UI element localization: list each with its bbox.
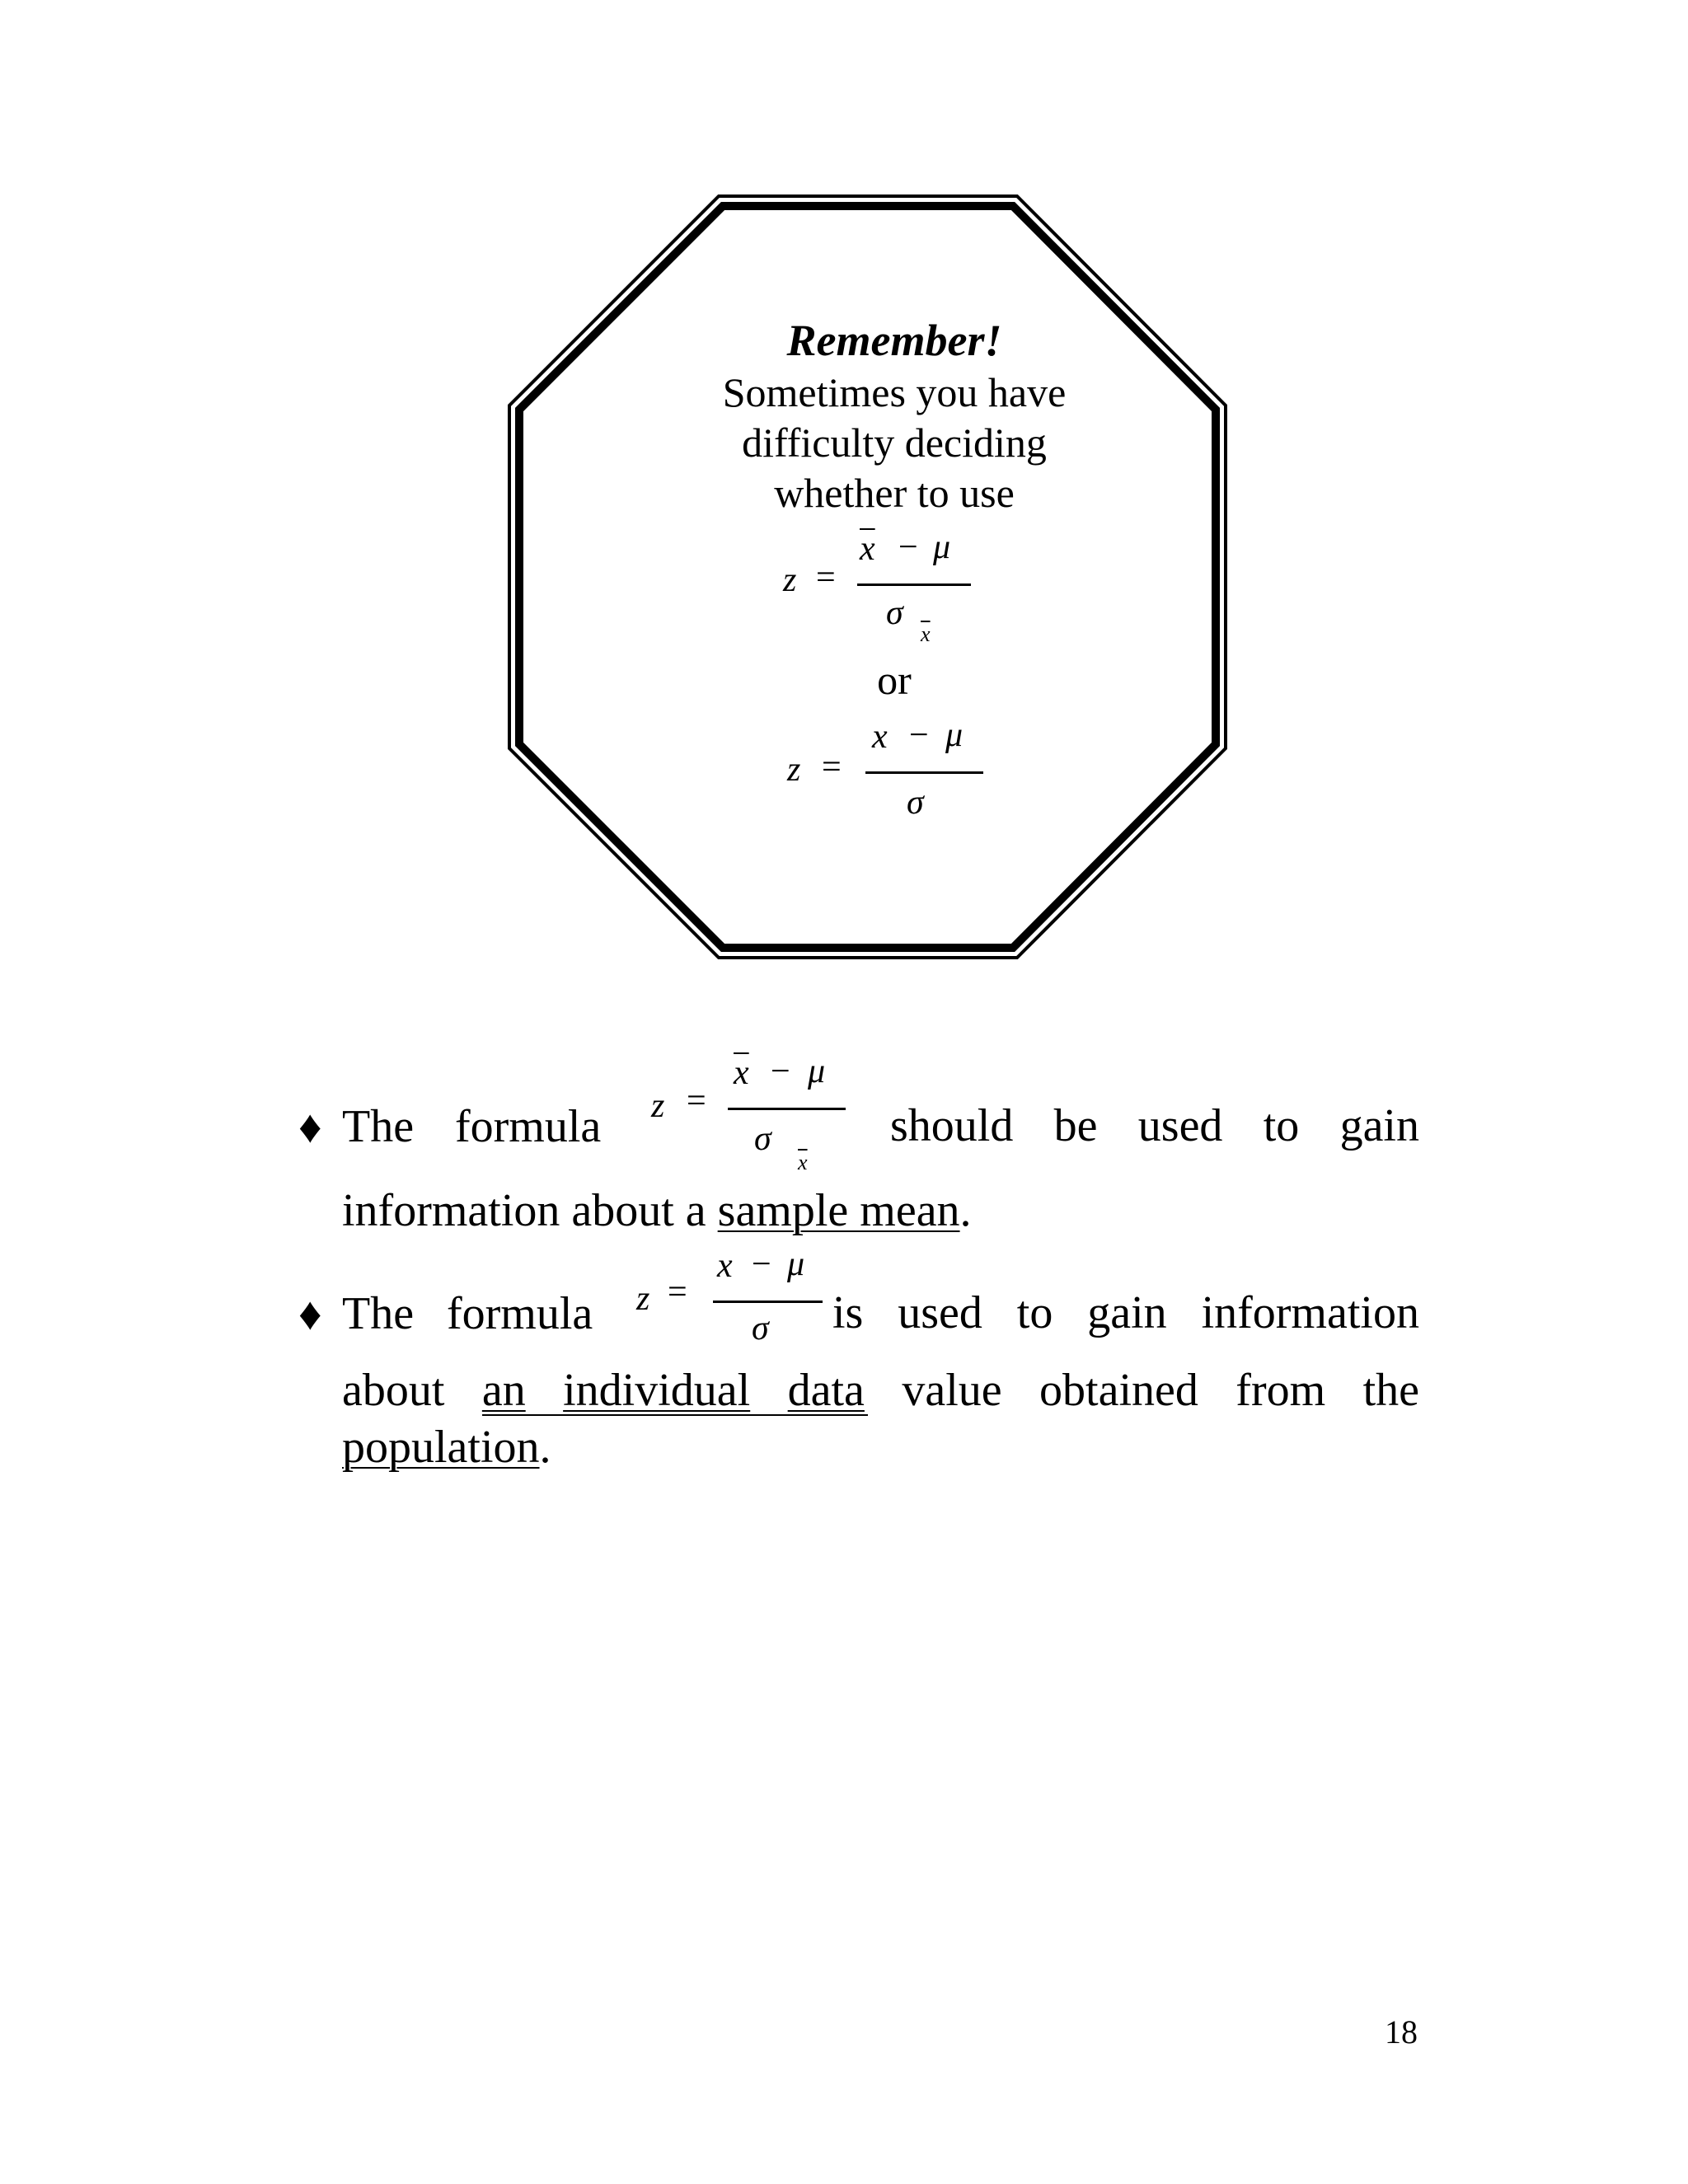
period: . [959,1185,972,1236]
callout-or: or [877,657,912,703]
bullet-diamond-2: ♦ [298,1289,322,1340]
callout-line-2: difficulty deciding [742,419,1047,466]
mu-symbol: μ [787,1245,805,1283]
bullet2-line1-right [832,1286,1419,1339]
bullet1-word-formula: formula [455,1101,602,1152]
equals-sign: = [816,559,836,597]
sigma-symbol: σ [907,784,924,822]
bullet2-word-formula: formula [447,1288,593,1339]
mu-symbol: μ [945,716,964,754]
period: . [539,1422,551,1473]
page-number: 18 [1385,2013,1418,2050]
word: gain [1087,1287,1167,1338]
equals-sign: = [687,1082,706,1120]
sigma-symbol: σ [752,1310,769,1347]
fraction-bar [728,1108,846,1110]
word: the [1362,1365,1419,1416]
underlined-word: an [481,1365,526,1416]
word: should [890,1100,1014,1151]
minus-sign: − [771,1052,790,1090]
word: to [1263,1100,1300,1151]
word: from [1236,1365,1326,1416]
equals-sign: = [822,748,842,786]
equals-sign: = [668,1273,687,1311]
underlined-word: data [787,1365,865,1416]
word: used [1137,1100,1223,1151]
underlined-word: individual [563,1365,751,1416]
x-symbol: x [872,718,888,756]
bullet1-line1-right [890,1099,1419,1152]
bullet2-line2 [342,1364,1419,1417]
z-symbol: z [783,561,797,599]
underlined-term-sample-mean: sample mean [717,1185,960,1236]
z-symbol: z [636,1280,650,1318]
x-bar-symbol: $\overline{x}$ [860,530,875,568]
word: about [342,1365,445,1416]
callout-title: Remember! [786,316,1002,365]
minus-sign: − [898,528,918,566]
sigma-symbol: σ [754,1120,771,1158]
fraction-bar [713,1301,823,1303]
word: value [902,1365,1002,1416]
word: is [832,1287,864,1338]
z-symbol: z [787,751,801,789]
fraction-bar [857,583,971,586]
word: be [1053,1100,1098,1151]
x-symbol: x [717,1247,733,1285]
x-bar-symbol: $\overline{x}$ [734,1054,749,1092]
bullet1-line2 [342,1183,972,1238]
word: to [1016,1287,1053,1338]
x-bar-subscript: $\overline{x}$ [921,622,931,646]
bullet-diamond-1: ♦ [298,1102,322,1153]
callout-line-3: whether to use [774,470,1015,516]
text: information about a [342,1185,718,1236]
bullet2-line3 [342,1420,551,1474]
fraction-bar [865,771,983,774]
underline-an-individual-data [482,1414,868,1416]
word: gain [1339,1100,1419,1151]
mu-symbol: μ [933,528,951,566]
underlined-term-population: population [342,1422,540,1473]
word: used [898,1287,982,1338]
mu-symbol: μ [808,1052,826,1090]
minus-sign: − [909,716,929,754]
sigma-symbol: σ [886,594,903,632]
minus-sign: − [752,1245,771,1283]
bullet1-word-the: The [342,1101,415,1152]
z-symbol: z [651,1087,665,1125]
x-bar-subscript: $\overline{x}$ [798,1151,808,1174]
word: information [1201,1287,1419,1338]
word: obtained [1039,1365,1198,1416]
callout-line-1: Sometimes you have [722,369,1067,415]
callout-text-block [659,313,1129,518]
bullet2-word-the: The [342,1288,415,1339]
